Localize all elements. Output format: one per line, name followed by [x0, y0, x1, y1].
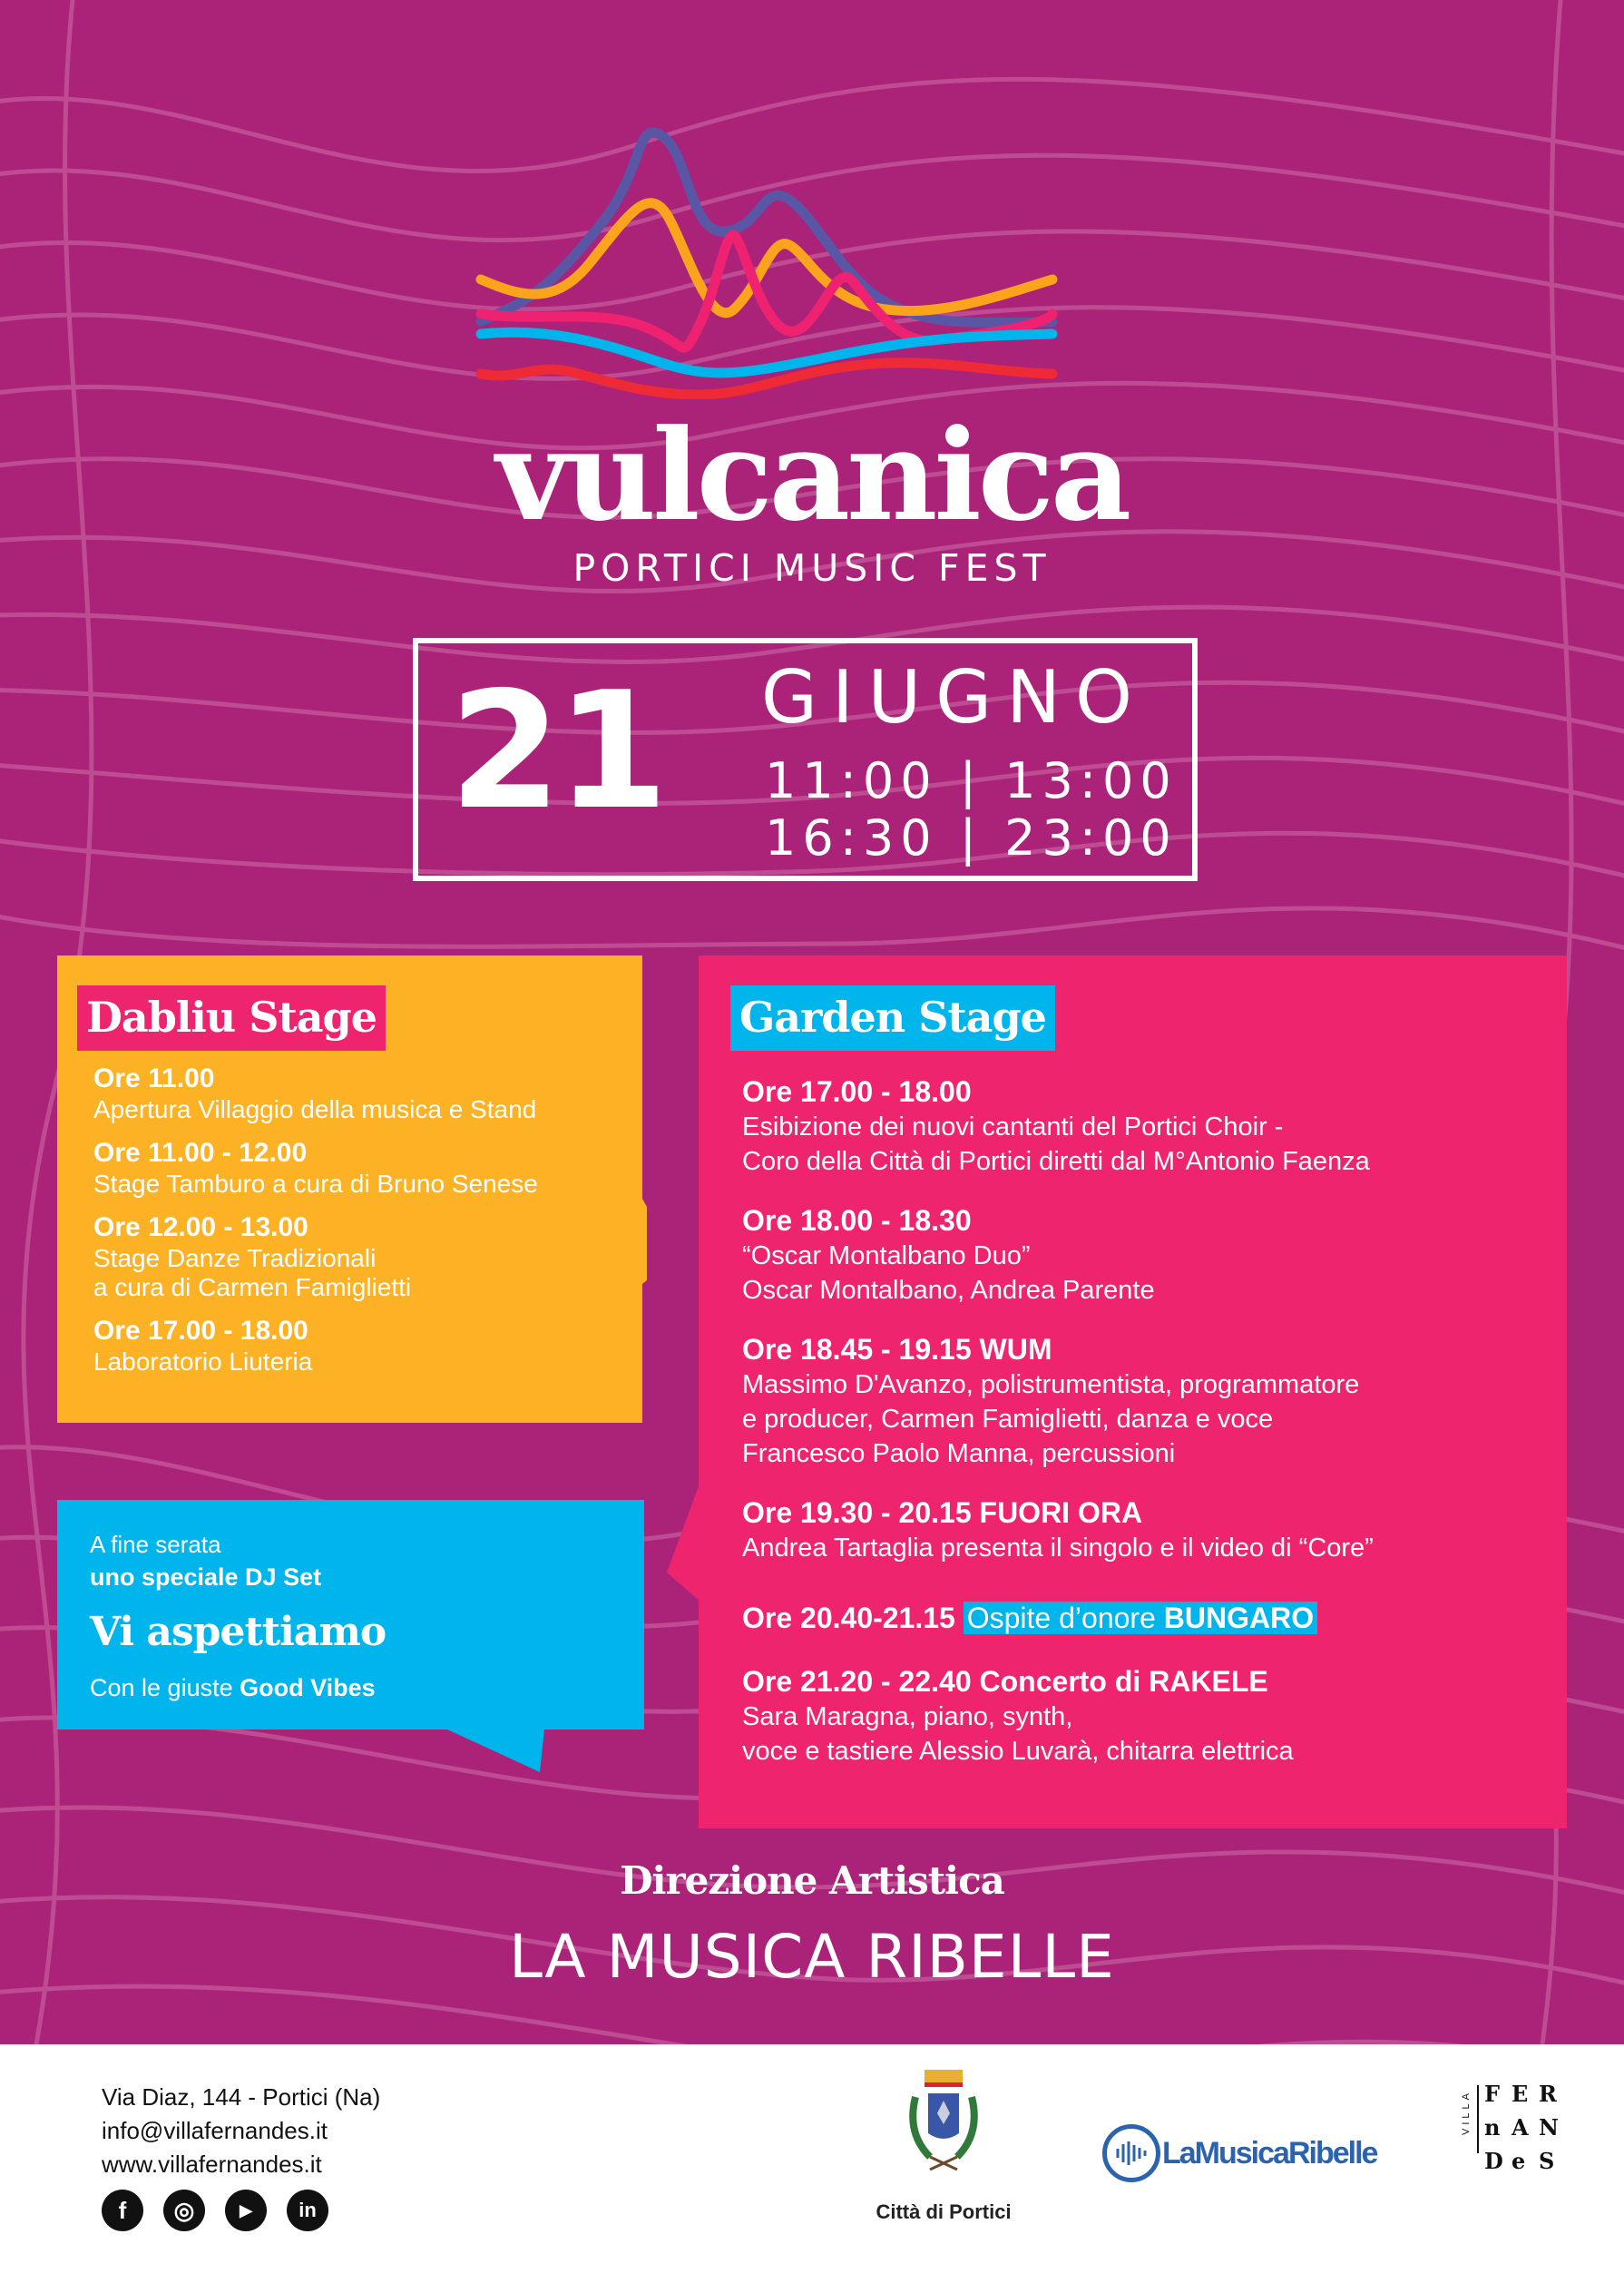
- date-month: GIUGNO: [761, 655, 1147, 740]
- villa-letter: D: [1484, 2148, 1503, 2174]
- instagram-icon[interactable]: ◎: [163, 2190, 205, 2231]
- schedule-time: Ore 21.20 - 22.40 Concerto di RAKELE: [742, 1665, 1268, 1698]
- schedule-time: Ore 18.00 - 18.30: [742, 1204, 972, 1237]
- guest-prefix: Ospite d’onore: [966, 1602, 1164, 1634]
- garden-stage-label: Garden Stage: [730, 985, 1055, 1051]
- villa-letter: F: [1484, 2081, 1501, 2107]
- schedule-desc: a cura di Carmen Famiglietti: [93, 1273, 412, 1301]
- schedule-time: [742, 1600, 1559, 1636]
- schedule-desc: Francesco Paolo Manna, percussioni: [742, 1439, 1176, 1468]
- good-vibes-bold: Good Vibes: [240, 1674, 376, 1701]
- schedule-desc: “Oscar Montalbano Duo”: [742, 1241, 1031, 1270]
- good-vibes-prefix: Con le giuste: [90, 1674, 240, 1701]
- schedule-desc: Laboratorio Liuteria: [93, 1347, 313, 1376]
- schedule-desc: Esibizione dei nuovi cantanti del Portici Choir -: [742, 1112, 1284, 1142]
- schedule-desc: voce e tastiere Alessio Luvarà, chitarra elettrica: [742, 1737, 1294, 1766]
- contact-info: [102, 2081, 380, 2181]
- schedule-desc: Oscar Montalbano, Andrea Parente: [742, 1276, 1155, 1305]
- villa-letter: n: [1484, 2114, 1501, 2141]
- facebook-icon[interactable]: f: [102, 2190, 143, 2231]
- date-times-row1: 11:00 | 13:00: [765, 752, 1178, 809]
- schedule-desc: Andrea Tartaglia presenta il singolo e il video di “Core”: [742, 1533, 1374, 1563]
- date-times-row2: 16:30 | 23:00: [765, 809, 1178, 867]
- villa-letter: S: [1539, 2148, 1555, 2174]
- dj-set-intro: A fine serata: [90, 1531, 221, 1558]
- schedule-item: [742, 1331, 1559, 1471]
- footer: [0, 2044, 1624, 2283]
- schedule-desc: Stage Tamburo a cura di Bruno Senese: [93, 1170, 538, 1198]
- garden-schedule: [742, 1073, 1559, 1792]
- dabliu-stage-panel: [57, 955, 647, 1423]
- guest-highlight: [964, 1602, 1317, 1634]
- schedule-item: [93, 1315, 638, 1377]
- soundwave-icon: [1102, 2124, 1160, 2182]
- artistic-direction-label: Direzione Artistica: [620, 1858, 1004, 1903]
- schedule-desc: e producer, Carmen Famiglietti, danza e voce: [742, 1405, 1274, 1434]
- guest-name: BUNGARO: [1163, 1602, 1315, 1634]
- city-caption: Città di Portici: [876, 2200, 1012, 2223]
- dabliu-stage-label: Dabliu Stage: [77, 985, 386, 1051]
- villa-fernandes-logo: [1461, 2081, 1570, 2190]
- festival-title: vulcanica: [495, 401, 1129, 549]
- schedule-desc: Sara Maragna, piano, synth,: [742, 1702, 1073, 1731]
- dj-set-headline: uno speciale DJ Set: [90, 1563, 322, 1591]
- date-box: [413, 638, 1198, 881]
- schedule-time: Ore 18.45 - 19.15 WUM: [742, 1333, 1052, 1366]
- schedule-desc: Massimo D'Avanzo, polistrumentista, programmatore: [742, 1370, 1360, 1399]
- garden-stage-panel: [662, 955, 1567, 1828]
- festival-logo-waves: [463, 100, 1152, 399]
- city-crest-icon: [903, 2070, 984, 2179]
- email-link[interactable]: info@villafernandes.it: [102, 2117, 328, 2144]
- villa-letter: E: [1511, 2081, 1529, 2107]
- guest-time: Ore 20.40-21.15: [742, 1602, 955, 1634]
- villa-letter: e: [1511, 2148, 1526, 2174]
- dabliu-schedule: [93, 1063, 638, 1389]
- address: Via Diaz, 144 - Portici (Na): [102, 2083, 381, 2111]
- schedule-item-guest: [742, 1600, 1559, 1636]
- schedule-item: [742, 1202, 1559, 1308]
- website-link[interactable]: www.villafernandes.it: [102, 2151, 322, 2178]
- villa-letter: N: [1539, 2114, 1559, 2141]
- schedule-item: [93, 1137, 638, 1199]
- schedule-desc: Coro della Città di Portici diretti dal M°Antonio Faenza: [742, 1147, 1370, 1176]
- date-day: 21: [449, 657, 663, 845]
- schedule-time: Ore 12.00 - 13.00: [93, 1212, 308, 1242]
- villa-letter: A: [1511, 2114, 1529, 2141]
- la-musica-ribelle-logo: [1102, 2124, 1376, 2182]
- schedule-time: Ore 17.00 - 18.00: [742, 1075, 972, 1108]
- social-links: [102, 2190, 328, 2231]
- schedule-time: Ore 11.00: [93, 1063, 215, 1093]
- schedule-item: [742, 1663, 1559, 1769]
- vi-aspettiamo-heading: Vi aspettiamo: [90, 1609, 386, 1655]
- schedule-desc: Stage Danze Tradizionali: [93, 1244, 377, 1272]
- schedule-item: [93, 1211, 638, 1302]
- schedule-item: [742, 1073, 1559, 1179]
- schedule-desc: Apertura Villaggio della musica e Stand: [93, 1095, 537, 1123]
- good-vibes-line: [90, 1674, 376, 1702]
- villa-side-text: VILLA: [1461, 2090, 1472, 2135]
- schedule-time: Ore 17.00 - 18.00: [93, 1316, 308, 1346]
- villa-letters: [1484, 2081, 1566, 2174]
- dj-set-panel: [57, 1500, 647, 1772]
- youtube-icon[interactable]: ▶: [225, 2190, 267, 2231]
- villa-divider: [1477, 2085, 1479, 2153]
- festival-subtitle: PORTICI MUSIC FEST: [572, 546, 1052, 590]
- artistic-direction-name: LA MUSICA RIBELLE: [509, 1922, 1115, 1992]
- villa-letter: R: [1539, 2081, 1557, 2107]
- schedule-time: Ore 11.00 - 12.00: [93, 1138, 308, 1168]
- lmr-logo-text: LaMusicaRibelle: [1162, 2135, 1377, 2170]
- schedule-item: [93, 1063, 638, 1124]
- linkedin-icon[interactable]: in: [287, 2190, 328, 2231]
- schedule-time: Ore 19.30 - 20.15 FUORI ORA: [742, 1496, 1143, 1529]
- schedule-item: [742, 1494, 1559, 1565]
